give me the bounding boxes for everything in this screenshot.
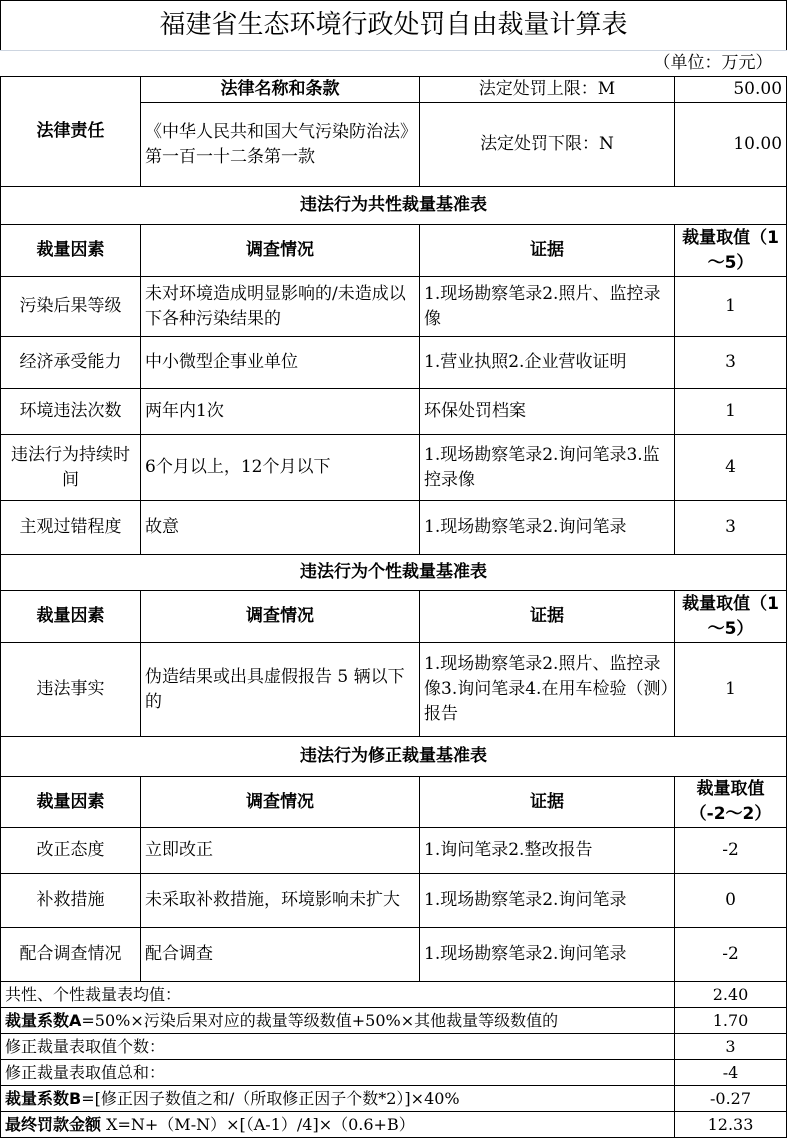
- evidence-cell: 1.现场勘察笔录2.询问笔录: [420, 874, 675, 928]
- value-cell: 3: [675, 501, 787, 555]
- value-cell: 0: [675, 874, 787, 928]
- evidence-cell: 1.现场勘察笔录2.询问笔录3.监控录像: [420, 435, 675, 501]
- lower-limit-value: 10.00: [675, 103, 787, 187]
- col-factor-header: 裁量因素: [1, 777, 141, 828]
- factor-cell: 违法行为持续时间: [1, 435, 141, 501]
- summary-label-bold: 最终罚款金额: [5, 1115, 102, 1134]
- situation-cell: 故意: [141, 501, 420, 555]
- evidence-cell: 1.现场勘察笔录2.照片、监控录像: [420, 277, 675, 337]
- evidence-cell: 1.现场勘察笔录2.照片、监控录像3.询问笔录4.在用车检验（测）报告: [420, 643, 675, 737]
- col-evidence-header: 证据: [420, 777, 675, 828]
- evidence-cell: 1.营业执照2.企业营收证明: [420, 337, 675, 389]
- value-cell: 1: [675, 389, 787, 435]
- summary-label-bold: 裁量系数A: [5, 1011, 82, 1030]
- common-section-title: 违法行为共性裁量基准表: [1, 187, 787, 225]
- unit-label: （单位：万元）: [1, 51, 787, 77]
- lower-limit-label: 法定处罚下限：N: [420, 103, 675, 187]
- summary-value: 1.70: [675, 1008, 787, 1034]
- factor-cell: 经济承受能力: [1, 337, 141, 389]
- col-factor-header: 裁量因素: [1, 591, 141, 643]
- situation-cell: 中小微型企事业单位: [141, 337, 420, 389]
- summary-label: [1, 1112, 675, 1138]
- law-name-header: 法律名称和条款: [141, 77, 420, 103]
- col-evidence-header: 证据: [420, 591, 675, 643]
- factor-cell: 主观过错程度: [1, 501, 141, 555]
- upper-limit-value: 50.00: [675, 77, 787, 103]
- summary-label: [1, 1034, 675, 1060]
- summary-label: [1, 1086, 675, 1112]
- factor-cell: 补救措施: [1, 874, 141, 928]
- individual-section-title: 违法行为个性裁量基准表: [1, 555, 787, 591]
- summary-label-text: X=N+（M-N）×[（A-1）/4]×（0.6+B）: [101, 1115, 415, 1134]
- upper-limit-label: 法定处罚上限：M: [420, 77, 675, 103]
- situation-cell: 两年内1次: [141, 389, 420, 435]
- summary-label: [1, 1060, 675, 1086]
- summary-label-text: 修正裁量表取值个数：: [5, 1037, 166, 1056]
- summary-value: -4: [675, 1060, 787, 1086]
- value-cell: -2: [675, 928, 787, 982]
- value-cell: -2: [675, 828, 787, 874]
- col-value-header: 裁量取值（-2～2）: [675, 777, 787, 828]
- col-situation-header: 调查情况: [141, 777, 420, 828]
- evidence-cell: 环保处罚档案: [420, 389, 675, 435]
- summary-label-text: 修正裁量表取值总和：: [5, 1063, 166, 1082]
- summary-label: [1, 1008, 675, 1034]
- page-title: 福建省生态环境行政处罚自由裁量计算表: [1, 1, 787, 51]
- situation-cell: 伪造结果或出具虚假报告 5 辆以下的: [141, 643, 420, 737]
- final-penalty-value: 12.33: [675, 1112, 787, 1138]
- value-cell: 1: [675, 277, 787, 337]
- correction-section-title: 违法行为修正裁量基准表: [1, 737, 787, 777]
- col-value-header: 裁量取值（1～5）: [675, 225, 787, 277]
- evidence-cell: 1.询问笔录2.整改报告: [420, 828, 675, 874]
- evidence-cell: 1.现场勘察笔录2.询问笔录: [420, 501, 675, 555]
- situation-cell: 6个月以上，12个月以下: [141, 435, 420, 501]
- col-evidence-header: 证据: [420, 225, 675, 277]
- law-text: 《中华人民共和国大气污染防治法》第一百一十二条第一款: [141, 103, 420, 187]
- situation-cell: 配合调查: [141, 928, 420, 982]
- factor-cell: 环境违法次数: [1, 389, 141, 435]
- factor-cell: 配合调查情况: [1, 928, 141, 982]
- value-cell: 3: [675, 337, 787, 389]
- col-situation-header: 调查情况: [141, 591, 420, 643]
- summary-label-text: =50%×污染后果对应的裁量等级数值+50%×其他裁量等级数值的: [81, 1011, 559, 1030]
- summary-label-text: 共性、个性裁量表均值：: [5, 985, 182, 1004]
- summary-label-bold: 裁量系数B: [5, 1089, 82, 1108]
- summary-label-text: =[修正因子数值之和/（所取修正因子个数*2）]×40%: [81, 1089, 460, 1108]
- situation-cell: 立即改正: [141, 828, 420, 874]
- factor-cell: 污染后果等级: [1, 277, 141, 337]
- summary-value: -0.27: [675, 1086, 787, 1112]
- col-factor-header: 裁量因素: [1, 225, 141, 277]
- factor-cell: 改正态度: [1, 828, 141, 874]
- col-situation-header: 调查情况: [141, 225, 420, 277]
- summary-value: 3: [675, 1034, 787, 1060]
- factor-cell: 违法事实: [1, 643, 141, 737]
- summary-value: 2.40: [675, 982, 787, 1008]
- col-value-header: 裁量取值（1～5）: [675, 591, 787, 643]
- summary-label: [1, 982, 675, 1008]
- value-cell: 4: [675, 435, 787, 501]
- situation-cell: 未对环境造成明显影响的/未造成以下各种污染结果的: [141, 277, 420, 337]
- legal-responsibility-label: 法律责任: [1, 77, 141, 187]
- situation-cell: 未采取补救措施，环境影响未扩大: [141, 874, 420, 928]
- evidence-cell: 1.现场勘察笔录2.询问笔录: [420, 928, 675, 982]
- value-cell: 1: [675, 643, 787, 737]
